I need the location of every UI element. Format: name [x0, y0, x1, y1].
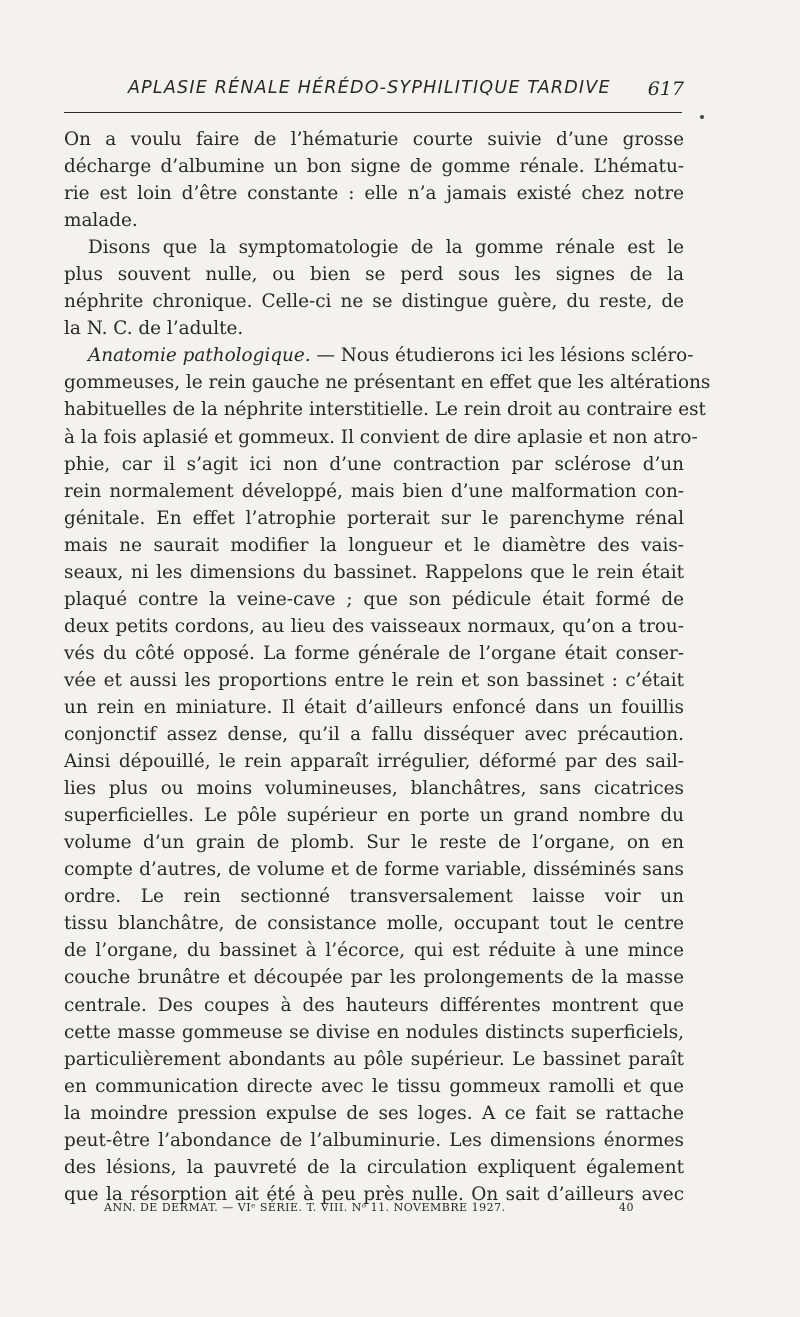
- text-line: ordre. Le rein sectionné transversalement laisse voir un: [64, 886, 684, 908]
- running-title: APLASIE RÉNALE HÉRÉDO-SYPHILITIQUE TARDIVE: [128, 78, 611, 98]
- text-line: vée et aussi les proportions entre le rein et son bassinet : c’était: [64, 669, 684, 691]
- print-speck: [700, 115, 704, 119]
- text-line: rein normalement développé, mais bien d’une malformation con-: [64, 480, 684, 502]
- section-opening-text: — Nous étudierons ici les lésions scléro-: [316, 345, 694, 367]
- text-line: deux petits cordons, au lieu des vaisseaux normaux, qu’on a trou-: [64, 615, 684, 637]
- text-line: phie, car il s’agit ici non d’une contraction par sclérose d’un: [64, 453, 684, 475]
- text-line: habituelles de la néphrite interstitielle. Le rein droit au contraire est: [64, 399, 706, 421]
- page-number: 617: [647, 78, 684, 100]
- section-heading: Anatomie pathologique.: [88, 345, 311, 367]
- text-line: plaqué contre la veine-cave ; que son pédicule était formé de: [64, 588, 684, 610]
- text-line: décharge d’albumine un bon signe de gomme rénale. L’hématu-: [64, 156, 684, 178]
- text-line: vés du côté opposé. La forme générale de l’organe était conser-: [64, 642, 684, 664]
- text-line: On a voulu faire de l’hématurie courte suivie d’une grosse: [64, 129, 684, 150]
- sheet-number: 40: [619, 1201, 634, 1214]
- text-line: néphrite chronique. Celle-ci ne se distingue guère, du reste, de: [64, 291, 684, 313]
- text-line: des lésions, la pauvreté de la circulation expliquent également: [64, 1156, 684, 1178]
- text-line: Disons que la symptomatologie de la gomme rénale est le: [88, 237, 684, 259]
- page-footer: [104, 1201, 634, 1223]
- text-line: la N. C. de l’adulte.: [64, 318, 244, 340]
- text-line: mais ne saurait modifier la longueur et le diamètre des vais-: [64, 534, 684, 556]
- text-line: plus souvent nulle, ou bien se perd sous les signes de la: [64, 264, 684, 286]
- text-line: génitale. En effet l’atrophie porterait sur le parenchyme rénal: [64, 507, 684, 529]
- text-line: seaux, ni les dimensions du bassinet. Rappelons que le rein était: [64, 561, 684, 583]
- text-line: un rein en miniature. Il était d’ailleurs enfoncé dans un fouillis: [64, 696, 684, 718]
- running-head: [0, 78, 684, 104]
- journal-reference: ANN. DE DERMAT. — VIᵉ SÉRIE. T. VIII. Nᵒ 11. NOVEMBRE 1927.: [104, 1201, 506, 1214]
- text-line: Ainsi dépouillé, le rein apparaît irrégulier, déformé par des sail-: [64, 751, 684, 773]
- text-line: en communication directe avec le tissu gommeux ramolli et que: [64, 1075, 684, 1097]
- text-line: rie est loin d’être constante : elle n’a jamais existé chez notre: [64, 183, 684, 205]
- text-line: gommeuses, le rein gauche ne présentant en effet que les altérations: [64, 372, 711, 394]
- text-line: particulièrement abondants au pôle supérieur. Le bassinet paraît: [64, 1048, 684, 1070]
- section-opening-line: [64, 342, 694, 369]
- text-line: conjonctif assez dense, qu’il a fallu disséquer avec précaution.: [64, 724, 684, 746]
- text-line: peut-être l’abondance de l’albuminurie. Les dimensions énormes: [64, 1129, 684, 1151]
- text-line: centrale. Des coupes à des hauteurs différentes montrent que: [64, 994, 684, 1016]
- text-line: couche brunâtre et découpée par les prolongements de la masse: [64, 967, 684, 989]
- text-line: à la fois aplasié et gommeux. Il convient de dire aplasie et non atro-: [64, 426, 698, 448]
- text-line: cette masse gommeuse se divise en nodules distincts superficiels,: [64, 1021, 684, 1043]
- text-line: volume d’un grain de plomb. Sur le reste de l’organe, on en: [64, 832, 684, 854]
- text-line: compte d’autres, de volume et de forme variable, disséminés sans: [64, 859, 684, 881]
- text-line: lies plus ou moins volumineuses, blanchâtres, sans cicatrices: [64, 778, 684, 800]
- text-line: superficielles. Le pôle supérieur en porte un grand nombre du: [64, 805, 684, 827]
- text-line: que la résorption ait été à peu près nulle. On sait d’ailleurs avec: [64, 1183, 684, 1205]
- text-line: malade.: [64, 210, 138, 232]
- body-text: [64, 126, 711, 1208]
- text-line: de l’organe, du bassinet à l’écorce, qui est réduite à une mince: [64, 940, 684, 962]
- text-line: tissu blanchâtre, de consistance molle, occupant tout le centre: [64, 913, 684, 935]
- header-rule: [64, 112, 682, 113]
- text-line: la moindre pression expulse de ses loges. A ce fait se rattache: [64, 1102, 684, 1124]
